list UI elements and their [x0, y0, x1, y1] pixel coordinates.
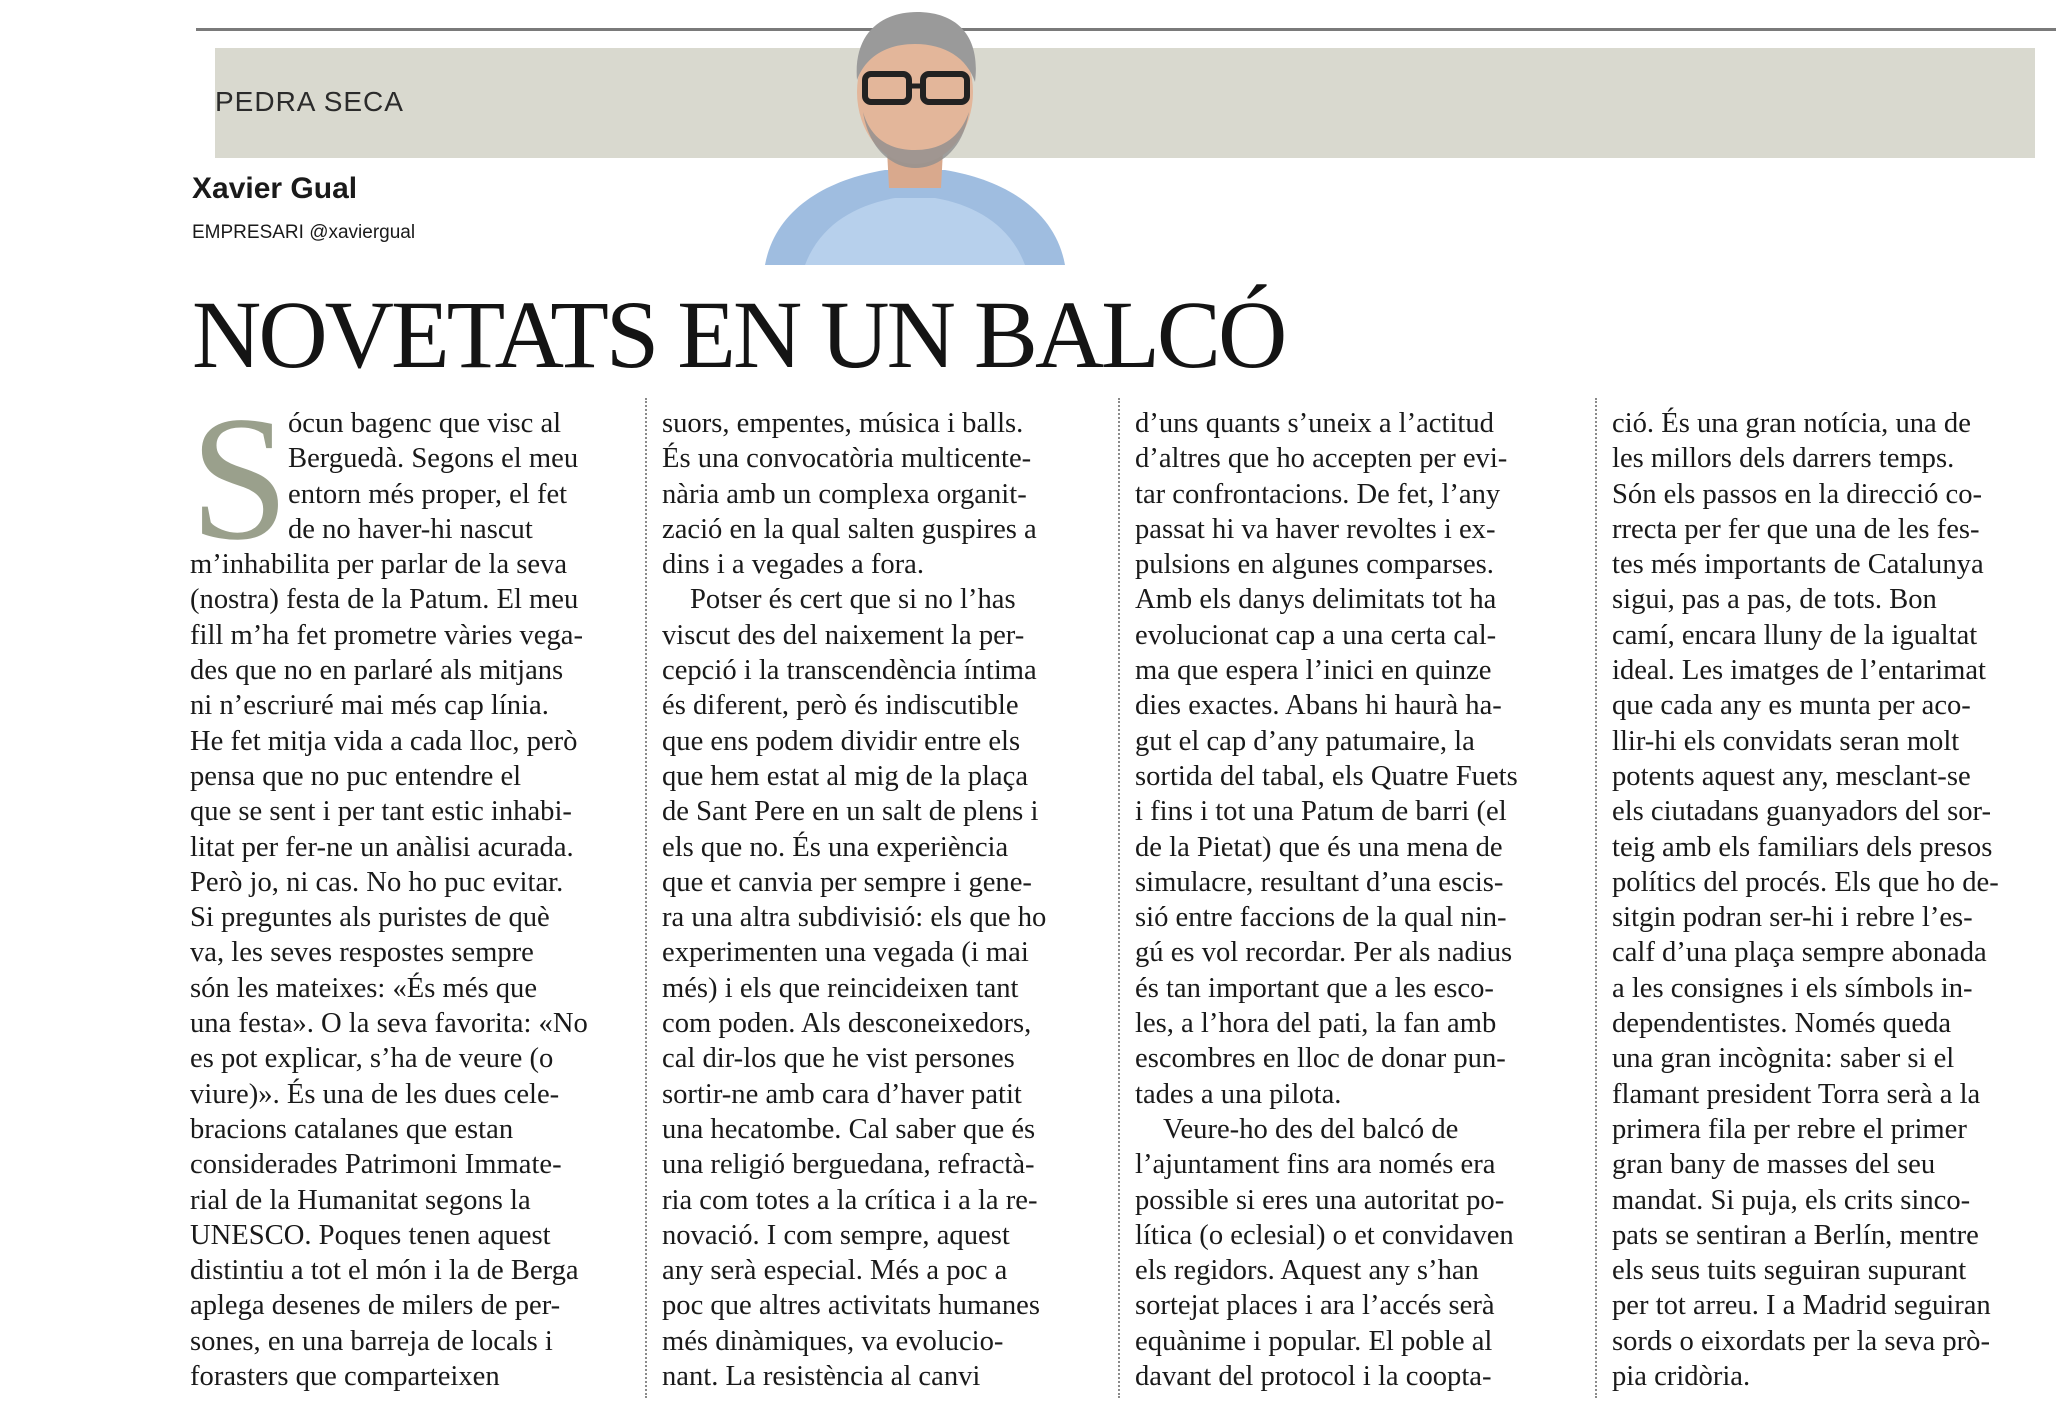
text-line: d’altres que ho accepten per evi-	[1135, 443, 1508, 475]
text-line: Són els passos en la direcció co-	[1612, 478, 1983, 510]
text-line: sortir-ne amb cara d’haver patit	[662, 1078, 1022, 1110]
text-line: equànime i popular. El poble al	[1135, 1325, 1493, 1357]
text-line: m’inhabilita per parlar de la seva	[190, 549, 568, 581]
text-line: ria com totes a la crítica i a la re-	[662, 1184, 1038, 1216]
text-line: com poden. Als desconeixedors,	[662, 1008, 1032, 1040]
text-line: mandat. Si puja, els crits sinco-	[1612, 1184, 1971, 1216]
text-line: més) i els que reincideixen tant	[662, 972, 1019, 1004]
text-line: ni n’escriuré mai més cap línia.	[190, 690, 549, 722]
text-line: ideal. Les imatges de l’entarimat	[1612, 655, 1986, 687]
text-line: una hecatombe. Cal saber que és	[662, 1113, 1036, 1145]
top-rule	[196, 28, 2056, 31]
text-line: nant. La resistència al canvi	[662, 1361, 981, 1393]
text-line: UNESCO. Poques tenen aquest	[190, 1219, 551, 1251]
text-line: simulacre, resultant d’una escis-	[1135, 866, 1504, 898]
text-line: novació. I com sempre, aquest	[662, 1219, 1010, 1251]
text-line: viscut des del naixement la per-	[662, 619, 1025, 651]
text-line: per tot arreu. I a Madrid seguiran	[1612, 1290, 1991, 1322]
text-line: gú es vol recordar. Per als nadius	[1135, 937, 1513, 969]
column-divider	[645, 398, 647, 1398]
text-line: davant del protocol i la coopta-	[1135, 1361, 1492, 1393]
text-line: litat per fer-ne un anàlisi acurada.	[190, 831, 574, 863]
text-line: dins i a vegades a fora.	[662, 549, 925, 581]
text-line: tes més importants de Catalunya	[1612, 549, 1984, 581]
drop-cap: S	[190, 379, 289, 577]
text-line: d’uns quants s’uneix a l’actitud	[1135, 408, 1494, 439]
text-line: els que no. És una experiència	[662, 831, 1009, 863]
text-line: cal dir-los que he vist persones	[662, 1043, 1015, 1075]
text-line: evolucionat cap a una certa cal-	[1135, 619, 1497, 651]
text-line: els seus tuits seguiran supurant	[1612, 1255, 1967, 1287]
text-line: pia cridòria.	[1612, 1361, 1751, 1393]
text-line: forasters que comparteixen	[190, 1361, 500, 1393]
article-column-1	[190, 406, 630, 1394]
text-line: de Sant Pere en un salt de plens i	[662, 796, 1039, 828]
text-line: dependentistes. Només queda	[1612, 1008, 1952, 1040]
text-line: zació en la qual salten guspires a	[662, 513, 1037, 545]
text-line: que cada any es munta per aco-	[1612, 690, 1971, 722]
text-line: des que no en parlaré als mitjans	[190, 655, 564, 687]
text-line: va, les seves respostes sempre	[190, 937, 534, 969]
text-line: tades a una pilota.	[1135, 1078, 1342, 1110]
text-line: més dinàmiques, va evolucio-	[662, 1325, 1004, 1357]
text-line: ció. És una gran notícia, una de	[1612, 408, 1971, 439]
text-line: llir-hi els convidats seran molt	[1612, 725, 1960, 757]
text-line: sigui, pas a pas, de tots. Bon	[1612, 584, 1937, 616]
text-line: aplega desenes de milers de per-	[190, 1290, 561, 1322]
text-line: cepció i la transcendència íntima	[662, 655, 1037, 687]
text-line: rial de la Humanitat segons la	[190, 1184, 531, 1216]
author-role: EMPRESARI @xaviergual	[192, 222, 416, 243]
text-line: és tan important que a les esco-	[1135, 972, 1494, 1004]
text-line: considerades Patrimoni Immate-	[190, 1149, 562, 1181]
text-line: dies exactes. Abans hi haurà ha-	[1135, 690, 1502, 722]
text-line: ma que espera l’inici en quinze	[1135, 655, 1492, 687]
text-line: que et canvia per sempre i gene-	[662, 866, 1032, 898]
text-line: els regidors. Aquest any s’han	[1135, 1255, 1479, 1287]
text-line: és diferent, però és indiscutible	[662, 690, 1019, 722]
article-column-2	[662, 406, 1102, 1394]
text-line: pats se sentiran a Berlín, mentre	[1612, 1219, 1979, 1251]
text-line: potents aquest any, mesclant-se	[1612, 760, 1971, 792]
text-line: que ens podem dividir entre els	[662, 725, 1021, 757]
text-line: sortejat places i ara l’accés serà	[1135, 1290, 1495, 1322]
text-line: teig amb els familiars dels presos	[1612, 831, 1993, 863]
text-line: bracions catalanes que estan	[190, 1113, 514, 1145]
text-line: de la Pietat) que és una mena de	[1135, 831, 1503, 863]
text-line: Potser és cert que si no l’has	[690, 584, 1016, 616]
text-line: gran bany de masses del seu	[1612, 1149, 1936, 1181]
text-line: sords o eixordats per la seva prò-	[1612, 1325, 1990, 1357]
section-band	[215, 48, 2035, 158]
text-line: que hem estat al mig de la plaça	[662, 760, 1029, 792]
text-line: nària amb un complexa organit-	[662, 478, 1027, 510]
text-line: ra una altra subdivisió: els que ho	[662, 902, 1047, 934]
text-line: que se sent i per tant estic inhabi-	[190, 796, 572, 828]
text-line: entorn més proper, el fet	[288, 478, 568, 510]
text-line: Amb els danys delimitats tot ha	[1135, 584, 1497, 616]
text-line: sitgin podran ser-hi i rebre l’es-	[1612, 902, 1973, 934]
text-line: any serà especial. Més a poc a	[662, 1255, 1008, 1287]
text-line: els ciutadans guanyadors del sor-	[1612, 796, 1991, 828]
text-line: Però jo, ni cas. No ho puc evitar.	[190, 866, 564, 898]
text-line: es pot explicar, s’ha de veure (o	[190, 1043, 554, 1075]
text-line: rrecta per fer que una de les fes-	[1612, 513, 1980, 545]
text-line: pulsions en algunes comparses.	[1135, 549, 1494, 581]
text-line: camí, encara lluny de la igualtat	[1612, 619, 1978, 651]
article-column-3	[1135, 406, 1575, 1394]
column-divider	[1595, 398, 1597, 1398]
text-line: Si preguntes als puristes de què	[190, 902, 550, 934]
column-divider	[1118, 398, 1120, 1398]
text-line: les millors dels darrers temps.	[1612, 443, 1955, 475]
text-line: les, a l’hora del pati, la fan amb	[1135, 1008, 1497, 1040]
text-line: lítica (o eclesial) o et convidaven	[1135, 1219, 1514, 1251]
text-line: He fet mitja vida a cada lloc, però	[190, 725, 578, 757]
text-line: a les consignes i els símbols in-	[1612, 972, 1973, 1004]
text-line: sortida del tabal, els Quatre Fuets	[1135, 760, 1518, 792]
text-line: calf d’una plaça sempre abonada	[1612, 937, 1987, 969]
text-line: escombres en lloc de donar pun-	[1135, 1043, 1506, 1075]
section-label: PEDRA SECA	[215, 86, 404, 117]
text-line: Veure-ho des del balcó de	[1163, 1113, 1459, 1145]
text-line: passat hi va haver revoltes i ex-	[1135, 513, 1496, 545]
article-column-4	[1612, 406, 2052, 1394]
text-line: És una convocatòria multicente-	[662, 443, 1032, 475]
text-line: sió entre faccions de la qual nin-	[1135, 902, 1507, 934]
text-line: i fins i tot una Patum de barri (el	[1135, 796, 1507, 828]
text-line: pensa que no puc entendre el	[190, 760, 522, 792]
text-line: distintiu a tot el món i la de Berga	[190, 1255, 579, 1287]
text-line: suors, empentes, música i balls.	[662, 408, 1024, 439]
author-name: Xavier Gual	[192, 172, 358, 205]
text-line: flamant president Torra serà a la	[1612, 1078, 1981, 1110]
text-line: gut el cap d’any patumaire, la	[1135, 725, 1475, 757]
text-line: experimenten una vegada (i mai	[662, 937, 1029, 969]
text-line: són les mateixes: «És més que	[190, 972, 538, 1004]
text-line: fill m’ha fet prometre vàries vega-	[190, 619, 583, 651]
text-line: viure)». És una de les dues cele-	[190, 1078, 560, 1110]
text-line: una festa». O la seva favorita: «No	[190, 1008, 588, 1040]
text-line: sones, en una barreja de locals i	[190, 1325, 553, 1357]
headline: NOVETATS EN UN BALCÓ	[192, 281, 1285, 388]
text-line: una religió berguedana, refractà-	[662, 1149, 1035, 1181]
text-line: l’ajuntament fins ara només era	[1135, 1149, 1496, 1181]
text-line: primera fila per rebre el primer	[1612, 1113, 1967, 1145]
text-line: tar confrontacions. De fet, l’any	[1135, 478, 1501, 510]
author-portrait-icon	[745, 0, 1085, 265]
text-line: una gran incògnita: saber si el	[1612, 1043, 1955, 1075]
text-line: ócun bagenc que visc al	[288, 408, 562, 439]
text-line: poc que altres activitats humanes	[662, 1290, 1040, 1322]
text-line: Berguedà. Segons el meu	[288, 443, 579, 475]
text-line: polítics del procés. Els que ho de-	[1612, 866, 1999, 898]
text-line: possible si eres una autoritat po-	[1135, 1184, 1505, 1216]
text-line: (nostra) festa de la Patum. El meu	[190, 584, 579, 616]
text-line: de no haver-hi nascut	[288, 513, 533, 545]
